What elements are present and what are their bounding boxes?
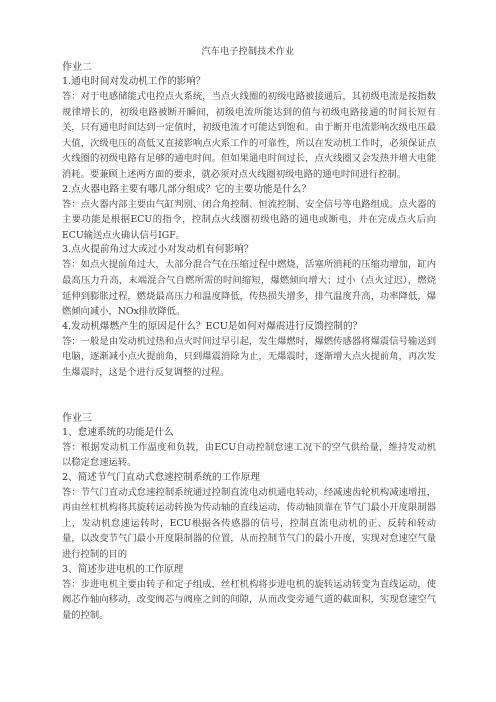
- section-heading: 作业三: [62, 412, 92, 424]
- question: 3.点火提前角过大或过小对发动机有何影响？: [62, 244, 254, 256]
- document-title: 汽车电子控制技术作业: [201, 47, 295, 57]
- answer: 答：对于电感储能式电控点火系统，当点火线圈的初级电路被接通后，其初级电流是按指数规律增长的，初级电路被断开瞬间，初级电流所能达到的值与初级电路接通的时间长短有关，只有通电时间达到一定值时，初级电流才可能达到饱和。由于断开电流影响次级电压最大值，次级电压的高低又直接影响点火系工作的可靠性，所以在发动机工作时，必须保证点火线圈的初级电路有足够的通电时间。但如果通电时间过长，点火线圈又会发热并增大电能消耗。要兼顾上述两方面的要求，就必须对点火线圈初级电路的通电时间进行控制。: [62, 91, 436, 180]
- answer: 答：如点火提前角过大，大部分混合气在压缩过程中燃烧，活塞所消耗的压缩功增加，缸内最高压力升高，末端混合气自燃所需的时间缩短，爆燃倾向增大；过小（点火过迟），燃烧延伸到膨胀过程，燃烧最高压力和温度降低，传热损失增多，排气温度升高，功率降低，爆燃倾向减小，NOx排放降低。: [62, 259, 436, 318]
- question: 2.点火器电路主要有哪几部分组成？它的主要功能是什么？: [62, 183, 311, 195]
- question: 1、怠速系统的功能是什么: [62, 426, 174, 438]
- section-spacer: [62, 381, 436, 411]
- question: 1.通电时间对发动机工作的影响？: [62, 76, 206, 87]
- answer: 答：步进电机主要由转子和定子组成，丝杠机构将步进电机的旋转运动转变为直线运动，使阀芯作轴向移动，改变阀芯与阀座之间的间隙，从而改变旁通气道的截面积，实现怠速空气量的控制。: [62, 578, 436, 621]
- question: 2、简述节气门直动式怠速控制系统的工作原理: [62, 471, 260, 483]
- answer: 答：点火器内部主要由气缸判别、闭合角控制、恒流控制、安全信号等电路组成。点火器的主要功能是根据ECU的指令，控制点火线圈初级电路的通电或断电，并在完成点火后向ECU输送点火确认信号IGF。: [62, 198, 436, 241]
- section-heading: 作业二: [62, 62, 92, 73]
- answer: 答：一般是由发动机过热和点火时间过早引起，发生爆燃时，爆燃传感器将爆震信号输送到电脑，逐渐减小点火提前角，只到爆震消除为止，无爆震时，逐渐增大点火提前角，再次发生爆震时，这是个进行反复调整的过程。: [62, 335, 436, 378]
- answer: 答：根据发动机工作温度和负载，由ECU自动控制怠速工况下的空气供给量，维持发动机以稳定怠速运转。: [62, 441, 436, 469]
- document-body: [62, 60, 436, 623]
- answer: 答：节气门直动式怠速控制系统通过控制直流电动机通电转动，经减速齿轮机构减速增扭，再由丝杠机构将其旋转运动转换为传动轴的直线运动，传动轴顶靠在节气门最小开度限制器上，发动机怠速运转时，ECU根据各传感器的信号，控制直流电动机的正、反转和转动量，以改变节气门最小开度限制器的位置，从而控制节气门的最小开度，实现对怠速空气量进行控制的目的: [62, 486, 436, 561]
- question: 3、简述步进电机的工作原理: [62, 563, 184, 575]
- question: 4.发动机爆燃产生的原因是什么？ECU是如何对爆震进行反馈控制的？: [62, 320, 363, 332]
